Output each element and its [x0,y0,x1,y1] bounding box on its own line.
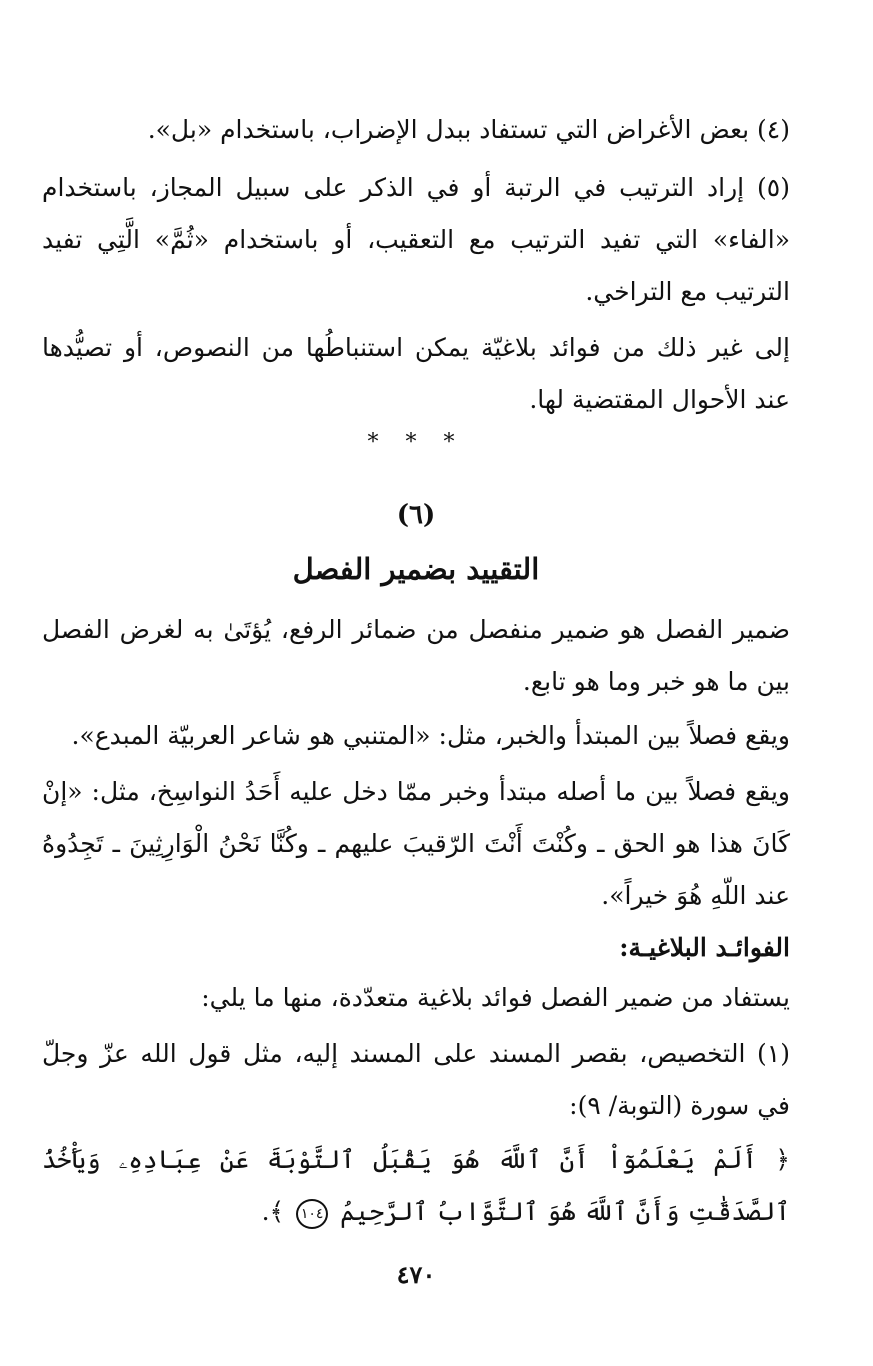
paragraph-benefit-1: (١) التخصيص، بقصر المسند على المسند إليه، مثل قول الله عزّ وجلّ في سورة (التوبة/ ٩): [42,1039,790,1120]
quran-close-bracket: ﴾. [261,1197,285,1226]
section-title: التقييد بضمير الفصل [292,552,540,586]
paragraph-example-1: ويقع فصلاً بين المبتدأ والخبر، مثل: «المتنبي هو شاعر العربيّة المبدع». [71,721,790,750]
section-separator: * * * [367,430,465,455]
section-number: (٦) [396,500,436,530]
paragraph-example-2: ويقع فصلاً بين ما أصله مبتدأ وخبر ممّا دخل عليه أَحَدُ النواسِخ، مثل: «إنْ كَانَ هذا هو الحق ـ وكُنْتَ أَنْتَ الرّقيبَ عليهم ـ وكُنَّا نَحْنُ الْوَارِثِينَ ـ تَجِدُوهُ عند اللّهِ هُوَ خيراً». [42,777,790,910]
paragraph-benefits-intro: يستفاد من ضمير الفصل فوائد بلاغية متعدّدة، منها ما يلي: [201,983,790,1012]
paragraph-5: (٥) إراد الترتيب في الرتبة أو في الذكر على سبيل المجاز، باستخدام «الفاء» التي تفيد الترتيب مع التعقيب، أو باستخدام «ثُمَّ» الَّتِي تفيد الترتيب مع التراخي. [42,173,790,306]
quran-text: أَلَمْ يَعْلَمُوٓاْ أَنَّ ٱللَّهَ هُوَ يَقْبَلُ ٱلتَّوْبَةَ عَنْ عِبَادِهِۦ وَيَأْخُذُ ٱلصَّدَقَٰتِ وَأَنَّ ٱللَّهَ هُوَ ٱلتَّوَّابُ ٱلرَّحِيمُ [42,1145,790,1226]
paragraph-4: (٤) بعض الأغراض التي تستفاد ببدل الإضراب، باستخدام «بل». [147,115,790,144]
paragraph-definition: ضمير الفصل هو ضمير منفصل من ضمائر الرفع، يُؤتَىٰ به لغرض الفصل بين ما هو خبر وما هو تابع. [42,615,790,696]
quran-open-bracket: ﴿ [775,1145,790,1174]
page-number: ٤٧٠ [396,1260,436,1289]
quran-verse [42,1134,790,1238]
verse-number-marker: ١٠٤ [296,1199,328,1229]
paragraph-conclusion: إلى غير ذلك من فوائد بلاغيّة يمكن استنباطُها من النصوص، أو تصيُّدها عند الأحوال المقتضية لها. [42,333,790,414]
subheading-benefits: الفوائـد البلاغيـة: [619,933,790,962]
book-page [42,0,790,1366]
